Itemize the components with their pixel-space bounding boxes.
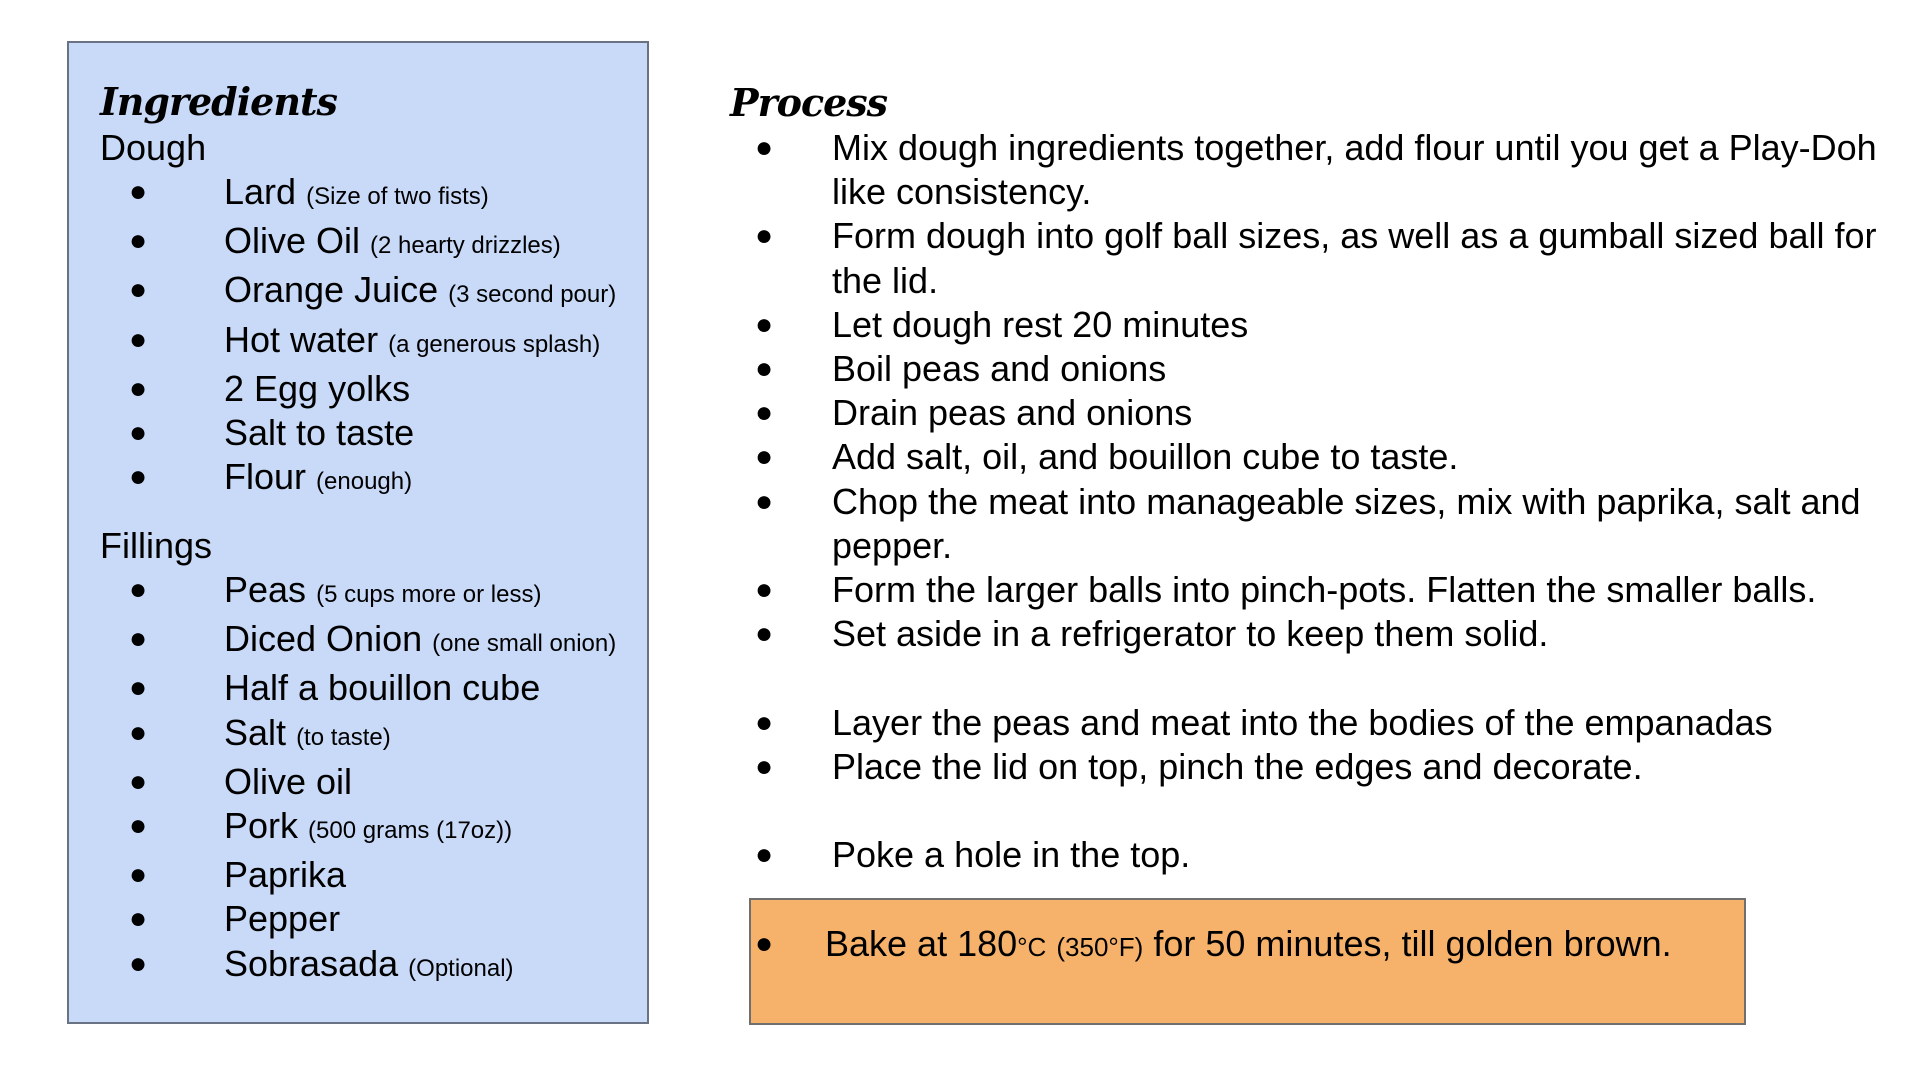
ingredient-note: (enough) xyxy=(316,468,413,496)
ingredients-heading: Ingredients xyxy=(100,79,337,124)
bullet-icon: ● xyxy=(129,371,148,405)
process-step xyxy=(755,303,1885,347)
ingredient-item xyxy=(129,170,616,219)
list-spacer xyxy=(755,789,1885,833)
ingredient-item xyxy=(129,897,616,941)
process-step-text: Set aside in a refrigerator to keep them solid. xyxy=(832,613,1549,655)
ingredient-name: Lard xyxy=(224,171,297,212)
ingredient-name: Half a bouillon cube xyxy=(224,667,541,709)
bullet-icon: ● xyxy=(755,749,774,783)
bullet-icon: ● xyxy=(755,573,774,607)
process-step xyxy=(755,435,1885,479)
ingredient-name: Salt xyxy=(224,711,287,753)
bullet-icon: ● xyxy=(129,764,148,798)
ingredient-name: Sobrasada xyxy=(224,942,399,984)
ingredient-item xyxy=(129,318,616,367)
bullet-icon: ● xyxy=(129,460,148,494)
process-step-text: Layer the peas and meat into the bodies of the empanadas xyxy=(832,701,1773,743)
ingredient-item xyxy=(129,804,616,853)
ingredient-name: Flour xyxy=(224,456,307,498)
process-step xyxy=(755,391,1885,435)
ingredient-name: Pork xyxy=(224,805,299,847)
bullet-icon: ● xyxy=(755,440,774,474)
ingredient-item xyxy=(129,853,616,897)
ingredient-name: 2 Egg yolks xyxy=(224,367,411,409)
ingredient-name: Olive Oil xyxy=(224,220,361,262)
bullet-icon: ● xyxy=(129,715,148,749)
process-step xyxy=(755,568,1885,612)
process-step-text: Add salt, oil, and bouillon cube to taste. xyxy=(832,436,1459,478)
process-step xyxy=(755,745,1885,789)
process-step-text: Chop the meat into manageable sizes, mix with paprika, salt and pepper. xyxy=(832,480,1861,566)
bullet-icon: ● xyxy=(129,273,148,307)
process-step-text: Boil peas and onions xyxy=(832,348,1167,390)
bullet-icon: ● xyxy=(755,307,774,341)
ingredient-name: Pepper xyxy=(224,898,341,940)
bake-prefix: Bake at 180 xyxy=(825,923,1018,964)
process-step-text: Mix dough ingredients together, add flour until you get a Play-Doh like consistency. xyxy=(832,127,1877,213)
bullet-icon: ● xyxy=(755,131,774,164)
process-step xyxy=(755,126,1885,214)
ingredient-item xyxy=(129,219,616,268)
bullet-icon: ● xyxy=(755,705,774,739)
bullet-icon: ● xyxy=(129,946,148,980)
bullet-icon: ● xyxy=(129,671,148,705)
process-step xyxy=(755,833,1885,877)
process-step-text: Form dough into golf ball sizes, as well as a gumball sized ball for the lid. xyxy=(832,215,1877,301)
process-step xyxy=(755,347,1885,391)
ingredient-item xyxy=(129,455,616,504)
ingredient-note: (to taste) xyxy=(296,723,391,751)
process-step-text: Let dough rest 20 minutes xyxy=(832,303,1249,345)
ingredient-name: Salt to taste xyxy=(224,412,415,454)
bullet-icon: ● xyxy=(129,809,148,843)
ingredient-item xyxy=(129,666,616,710)
ingredient-name: Peas xyxy=(224,569,307,610)
dough-ingredient-list xyxy=(129,170,616,504)
fillings-subheading: Fillings xyxy=(100,525,213,566)
bake-suffix: for 50 minutes, till golden brown. xyxy=(1153,923,1672,964)
process-heading: Process xyxy=(730,80,888,125)
process-step-text: Poke a hole in the top. xyxy=(832,834,1191,876)
process-step-text: Drain peas and onions xyxy=(832,392,1193,434)
ingredient-name: Diced Onion xyxy=(224,618,423,660)
ingredient-item xyxy=(129,760,616,804)
bullet-icon: ● xyxy=(755,838,774,872)
bullet-icon: ● xyxy=(129,902,148,936)
ingredient-note: (a generous splash) xyxy=(388,330,601,358)
process-step-list xyxy=(755,126,1885,877)
process-step xyxy=(755,214,1885,302)
ingredient-note: (one small onion) xyxy=(432,630,617,658)
dough-subheading: Dough xyxy=(100,127,207,168)
ingredient-item xyxy=(129,411,616,455)
process-step xyxy=(755,701,1885,745)
bullet-icon: ● xyxy=(755,396,774,430)
bake-unit-fahrenheit: (350°F) xyxy=(1056,932,1144,962)
bullet-icon: ● xyxy=(129,573,148,606)
bullet-icon: ● xyxy=(129,175,148,208)
ingredient-item xyxy=(129,711,616,760)
ingredient-name: Olive oil xyxy=(224,760,353,802)
bullet-icon: ● xyxy=(129,622,148,656)
bullet-icon: ● xyxy=(755,219,774,253)
ingredient-item xyxy=(129,617,616,666)
ingredient-note: (Optional) xyxy=(408,954,514,982)
fillings-ingredient-list xyxy=(129,568,616,991)
ingredient-item xyxy=(129,268,616,317)
bullet-icon: ● xyxy=(129,858,148,892)
ingredient-note: (Size of two fists) xyxy=(306,183,489,210)
bullet-icon: ● xyxy=(755,484,774,518)
ingredient-name: Orange Juice xyxy=(224,269,439,311)
ingredient-note: (3 second pour) xyxy=(448,281,617,309)
bake-unit-celsius: °C xyxy=(1017,932,1047,962)
process-step xyxy=(755,480,1885,568)
ingredient-note: (5 cups more or less) xyxy=(316,581,542,608)
ingredient-note: (2 hearty drizzles) xyxy=(370,232,561,260)
process-step-text: Place the lid on top, pinch the edges and decorate. xyxy=(832,745,1643,787)
ingredient-item xyxy=(129,568,616,617)
bullet-icon: ● xyxy=(755,352,774,386)
bullet-icon: ● xyxy=(755,617,774,651)
ingredient-item xyxy=(129,942,616,991)
process-step xyxy=(755,612,1885,656)
process-step-text: Form the larger balls into pinch-pots. Flatten the smaller balls. xyxy=(832,569,1817,611)
ingredient-item xyxy=(129,367,616,411)
bullet-icon: ● xyxy=(129,322,148,356)
ingredient-name: Paprika xyxy=(224,854,347,896)
list-spacer xyxy=(755,656,1885,700)
ingredient-note: (500 grams (17oz)) xyxy=(308,817,513,845)
bake-step xyxy=(755,922,1740,969)
bullet-icon: ● xyxy=(129,416,148,450)
bullet-icon: ● xyxy=(755,927,774,960)
ingredient-name: Hot water xyxy=(224,318,379,360)
bullet-icon: ● xyxy=(129,224,148,258)
